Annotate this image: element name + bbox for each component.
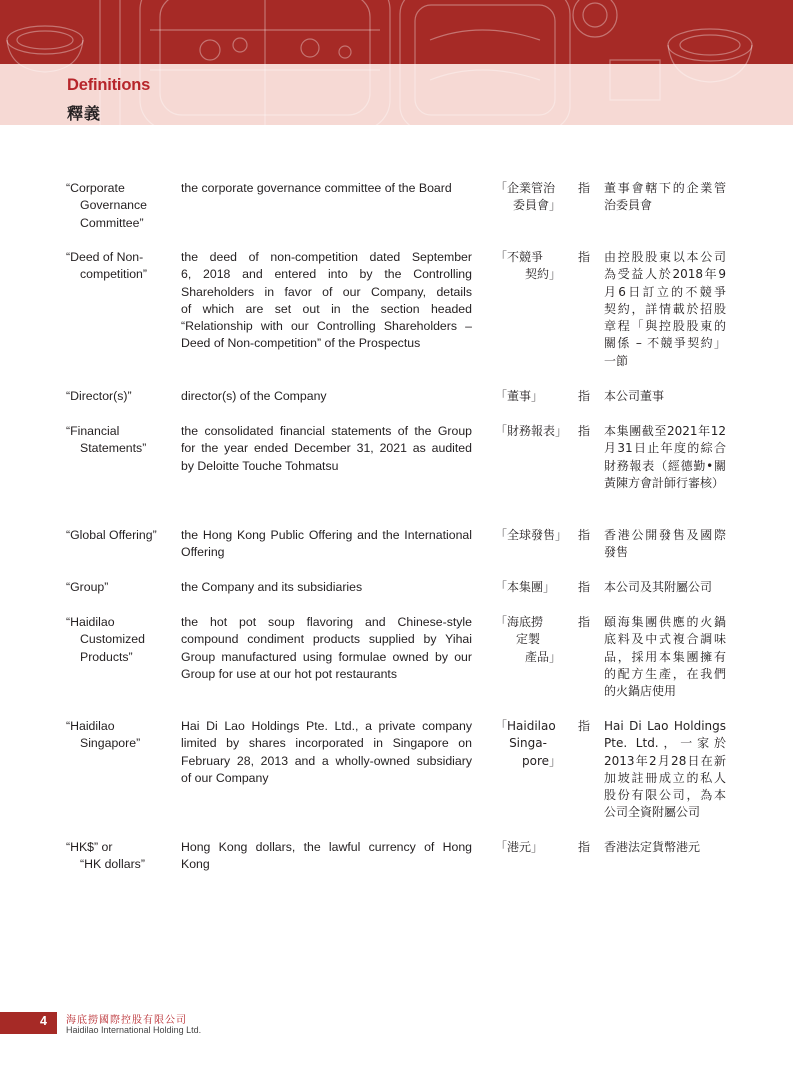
header-banner <box>0 0 793 125</box>
definition-english: director(s) of the Company <box>181 389 327 403</box>
refers-to-marker: 指 <box>578 424 591 438</box>
refers-to-marker: 指 <box>578 840 591 854</box>
term-chinese: 「董事」 <box>495 389 544 403</box>
definition-english: Hong Kong dollars, the lawful currency of Hong Kong <box>181 840 472 872</box>
term-english: “Haidilao Singapore” <box>66 719 141 751</box>
page-number: 4 <box>40 1014 47 1028</box>
term-english: “Corporate Governance Committee” <box>66 181 147 230</box>
page-title: Definitions <box>67 76 151 94</box>
refers-to-marker: 指 <box>578 615 591 629</box>
term-chinese: 「本集團」 <box>495 580 556 594</box>
definition-chinese: 由控股股東以本公司 為受益人於2018年9 月6日訂立的不競爭 契約，詳情載於招股 章程「與控股股東的 關係 – 不競爭契約」 一節 <box>604 250 726 368</box>
definition-english: the hot pot soup flavoring and Chinese-style compound condiment products supplied by Yihai Group manufactured using formulae owned by our Group for use at our hot pot restaurants <box>181 615 472 681</box>
definition-english: the Hong Kong Public Offering and the International Offering <box>181 528 472 560</box>
term-chinese: 「全球發售」 <box>495 528 568 542</box>
term-english: “Director(s)” <box>66 389 132 403</box>
definition-chinese: 本集團截至2021年12 月31日止年度的綜合 財務報表（經德勤•關 黃陳方會計師行審核） <box>604 424 726 490</box>
refers-to-marker: 指 <box>578 181 591 195</box>
term-english: “Deed of Non- competition” <box>66 250 147 282</box>
term-chinese: 「港元」 <box>495 840 544 854</box>
definition-english: the consolidated financial statements of the Group for the year ended December 31, 2021 as audited by Deloitte Touche Tohmatsu <box>181 424 472 473</box>
company-name-chinese: 海底撈國際控股有限公司 <box>66 1015 187 1026</box>
definition-english: the corporate governance committee of the Board <box>181 181 452 195</box>
term-english: “Global Offering” <box>66 528 157 542</box>
definition-chinese: 本公司及其附屬公司 <box>604 580 713 594</box>
term-english: “Haidilao Customized Products” <box>66 615 145 664</box>
refers-to-marker: 指 <box>578 250 591 264</box>
term-english: “Group” <box>66 580 109 594</box>
definition-english: the deed of non-competition dated September 6, 2018 and entered into by the Controlling Shareholders in favor of our Company, details of which are set out in the section headed “Relationship with our Controlling Shareholders – Deed of Non-competition” of the Prospectus <box>181 250 472 351</box>
definition-english: Hai Di Lao Holdings Pte. Ltd., a private company limited by shares incorporated in Singapore on February 28, 2013 and a wholly-owned subsidiary of our Company <box>181 719 472 785</box>
page-title-chinese: 釋義 <box>67 104 102 123</box>
definition-chinese: 董事會轄下的企業管 治委員會 <box>604 181 726 213</box>
refers-to-marker: 指 <box>578 580 591 594</box>
refers-to-marker: 指 <box>578 389 591 403</box>
term-english: “HK$” or “HK dollars” <box>66 840 145 872</box>
definition-chinese: 香港法定貨幣港元 <box>604 840 701 854</box>
definition-chinese: Hai Di Lao Holdings Pte. Ltd.，一家於 2013年2月28日在新 加坡註冊成立的私人 股份有限公司，為本 公司全資附屬公司 <box>604 719 726 820</box>
term-chinese: 「企業管治 委員會」 <box>495 181 561 213</box>
company-name-english: Haidilao International Holding Ltd. <box>66 1025 202 1035</box>
refers-to-marker: 指 <box>578 719 591 733</box>
term-english: “Financial Statements” <box>66 424 147 456</box>
definition-chinese: 香港公開發售及國際 發售 <box>604 528 726 560</box>
definition-english: the Company and its subsidiaries <box>181 580 363 594</box>
term-chinese: 「Haidilao Singa- pore」 <box>495 719 561 768</box>
term-chinese: 「不競爭 契約」 <box>495 250 561 282</box>
definition-chinese: 本公司董事 <box>604 389 665 403</box>
hotpot-illustration <box>0 0 793 125</box>
term-chinese: 「海底撈 定製 產品」 <box>495 615 561 664</box>
page-number-box <box>0 1012 57 1034</box>
term-chinese: 「財務報表」 <box>495 424 568 438</box>
refers-to-marker: 指 <box>578 528 591 542</box>
definition-chinese: 頤海集團供應的火鍋 底料及中式複合調味 品，採用本集團擁有 的配方生產，在我們 的火鍋店使用 <box>604 615 726 699</box>
